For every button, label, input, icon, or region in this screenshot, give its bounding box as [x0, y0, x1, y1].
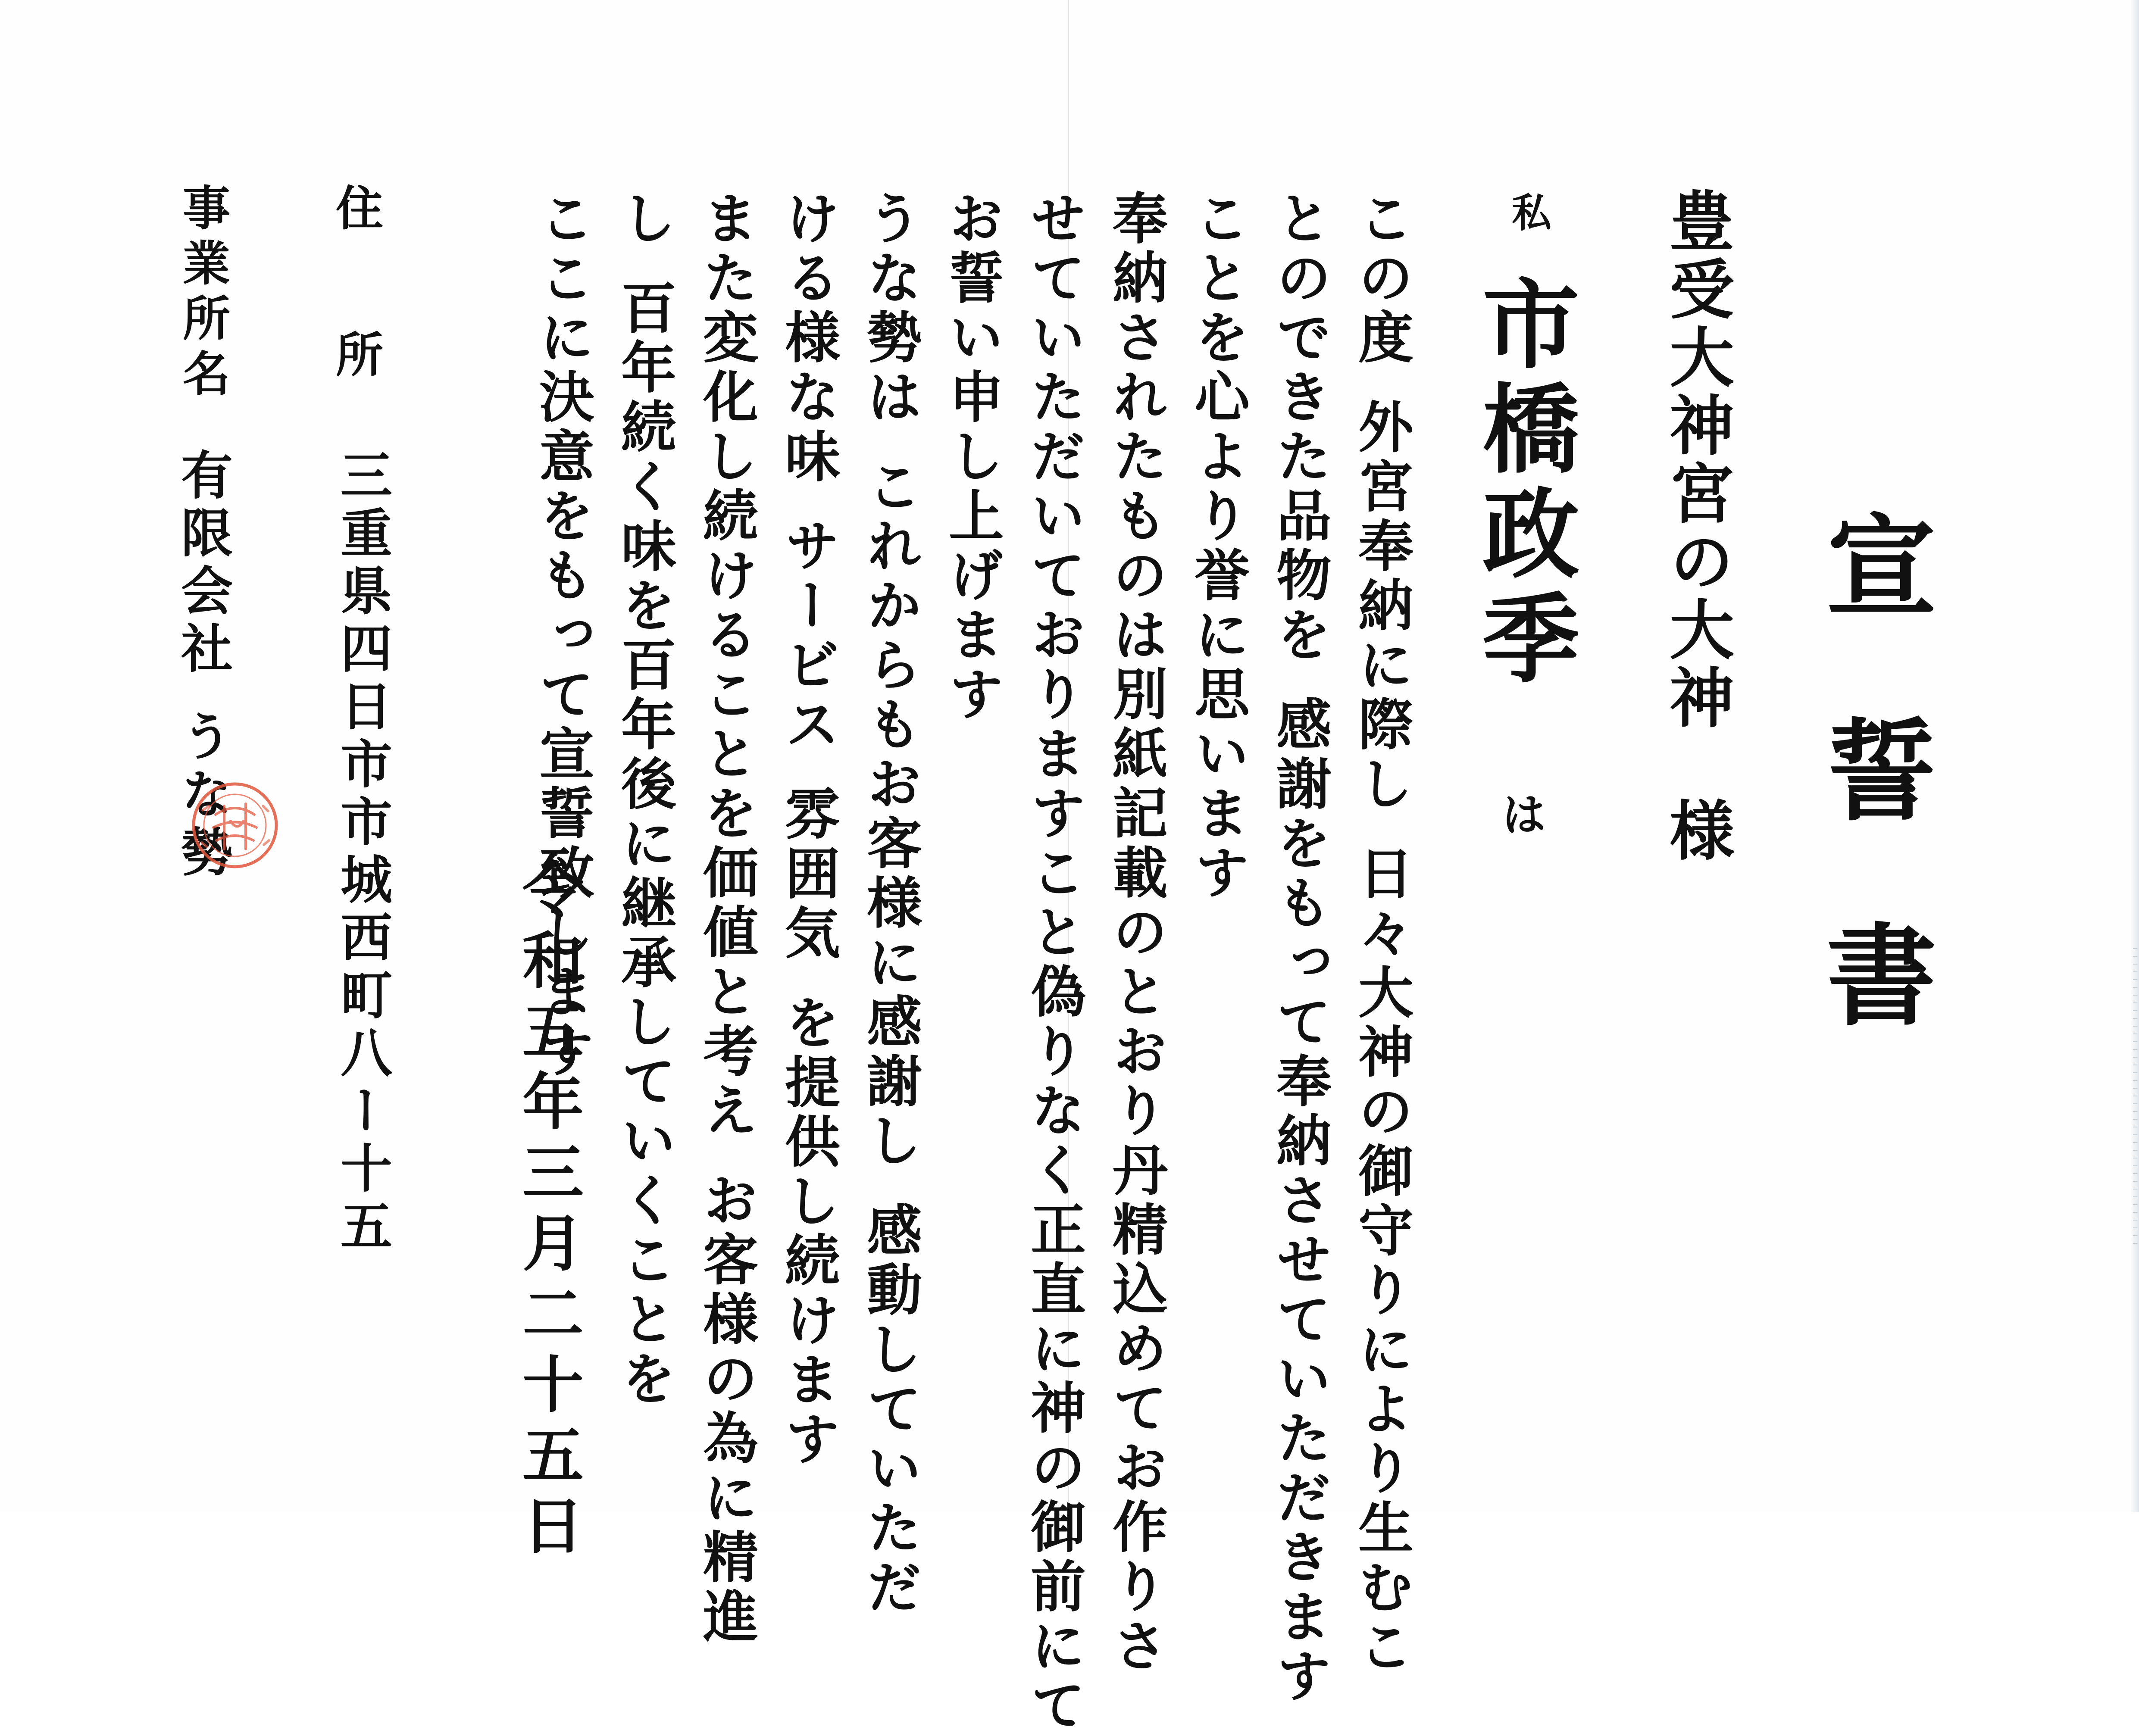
topic-particle: は: [1494, 791, 1548, 840]
body-line-segment: を提供し続けます: [776, 994, 840, 1470]
body-line-segment: この度: [1349, 190, 1413, 368]
document-date: 令和五年三月二十五日: [512, 858, 584, 1564]
paper-right-edge: [2131, 0, 2139, 1512]
body-line-segment: これからもお客様に感謝し: [857, 458, 922, 1171]
body-line-segment: ここに決意をもって宣誓致します: [530, 190, 594, 1082]
body-line-segment: うな勢は: [857, 190, 922, 428]
body-line-segment: 日々大神の御守りにより生むこ: [1349, 845, 1413, 1677]
body-line-segment: 奉納されたものは別紙記載のとおり丹精込めてお作りさ: [1103, 190, 1168, 1677]
body-line-segment: お誓い申し上げます: [939, 190, 1004, 725]
addressee: [1658, 187, 1734, 865]
addressee-name: 豊受大神宮の大神: [1658, 187, 1734, 732]
address-value: 三重県四日市市城西町八ー十五: [332, 448, 393, 1257]
body-line: [694, 190, 758, 1647]
body-line-segment: とのできた品物を: [1267, 190, 1332, 665]
address-label: 住所: [328, 183, 384, 476]
body-line-segment: ことを心より誉に思います: [1185, 190, 1250, 903]
body-line: [1349, 190, 1413, 1677]
body-line: [1267, 190, 1332, 1707]
body-line-segment: せていただいておりますこと偽りなく正直に神の御前にて: [1021, 190, 1086, 1736]
body-line-segment: 百年続く味を百年後に継承していくことを: [612, 279, 676, 1409]
office-label: 事業所名: [175, 183, 231, 404]
body-line-segment: また変化し続けることを価値と考え: [694, 190, 758, 1141]
edge-tick-marks: [2133, 948, 2137, 1250]
body-line-segment: し: [612, 190, 676, 249]
body-line: [939, 190, 1004, 725]
body-line-segment: ける様な味: [776, 190, 840, 487]
body-line-segment: 感謝をもって奉納させていただきます: [1267, 696, 1332, 1707]
office-company-name: うな勢: [172, 709, 233, 883]
body-line: [1021, 190, 1086, 1736]
body-line-segment: お客様の為に精進: [694, 1171, 758, 1647]
body-line: [776, 190, 840, 1470]
body-line: [1103, 190, 1168, 1677]
pronoun-watashi: 私: [1505, 192, 1552, 235]
body-line-segment: サービス: [776, 517, 840, 755]
document-title: 宣誓書: [1808, 509, 1936, 1123]
body-line-segment: 外宮奉納に際し: [1349, 398, 1413, 815]
body-line-segment: 雰囲気: [776, 785, 840, 964]
addressee-honorific: 様: [1658, 797, 1734, 865]
signer-name: 市橋政季: [1466, 274, 1580, 693]
body-line-segment: 感動していただ: [857, 1202, 922, 1618]
body-line: [1185, 190, 1250, 903]
body-line: [612, 190, 676, 1409]
red-company-seal-icon: [190, 780, 280, 871]
body-line: [857, 190, 922, 1618]
office-company-type: 有限会社: [172, 448, 233, 679]
